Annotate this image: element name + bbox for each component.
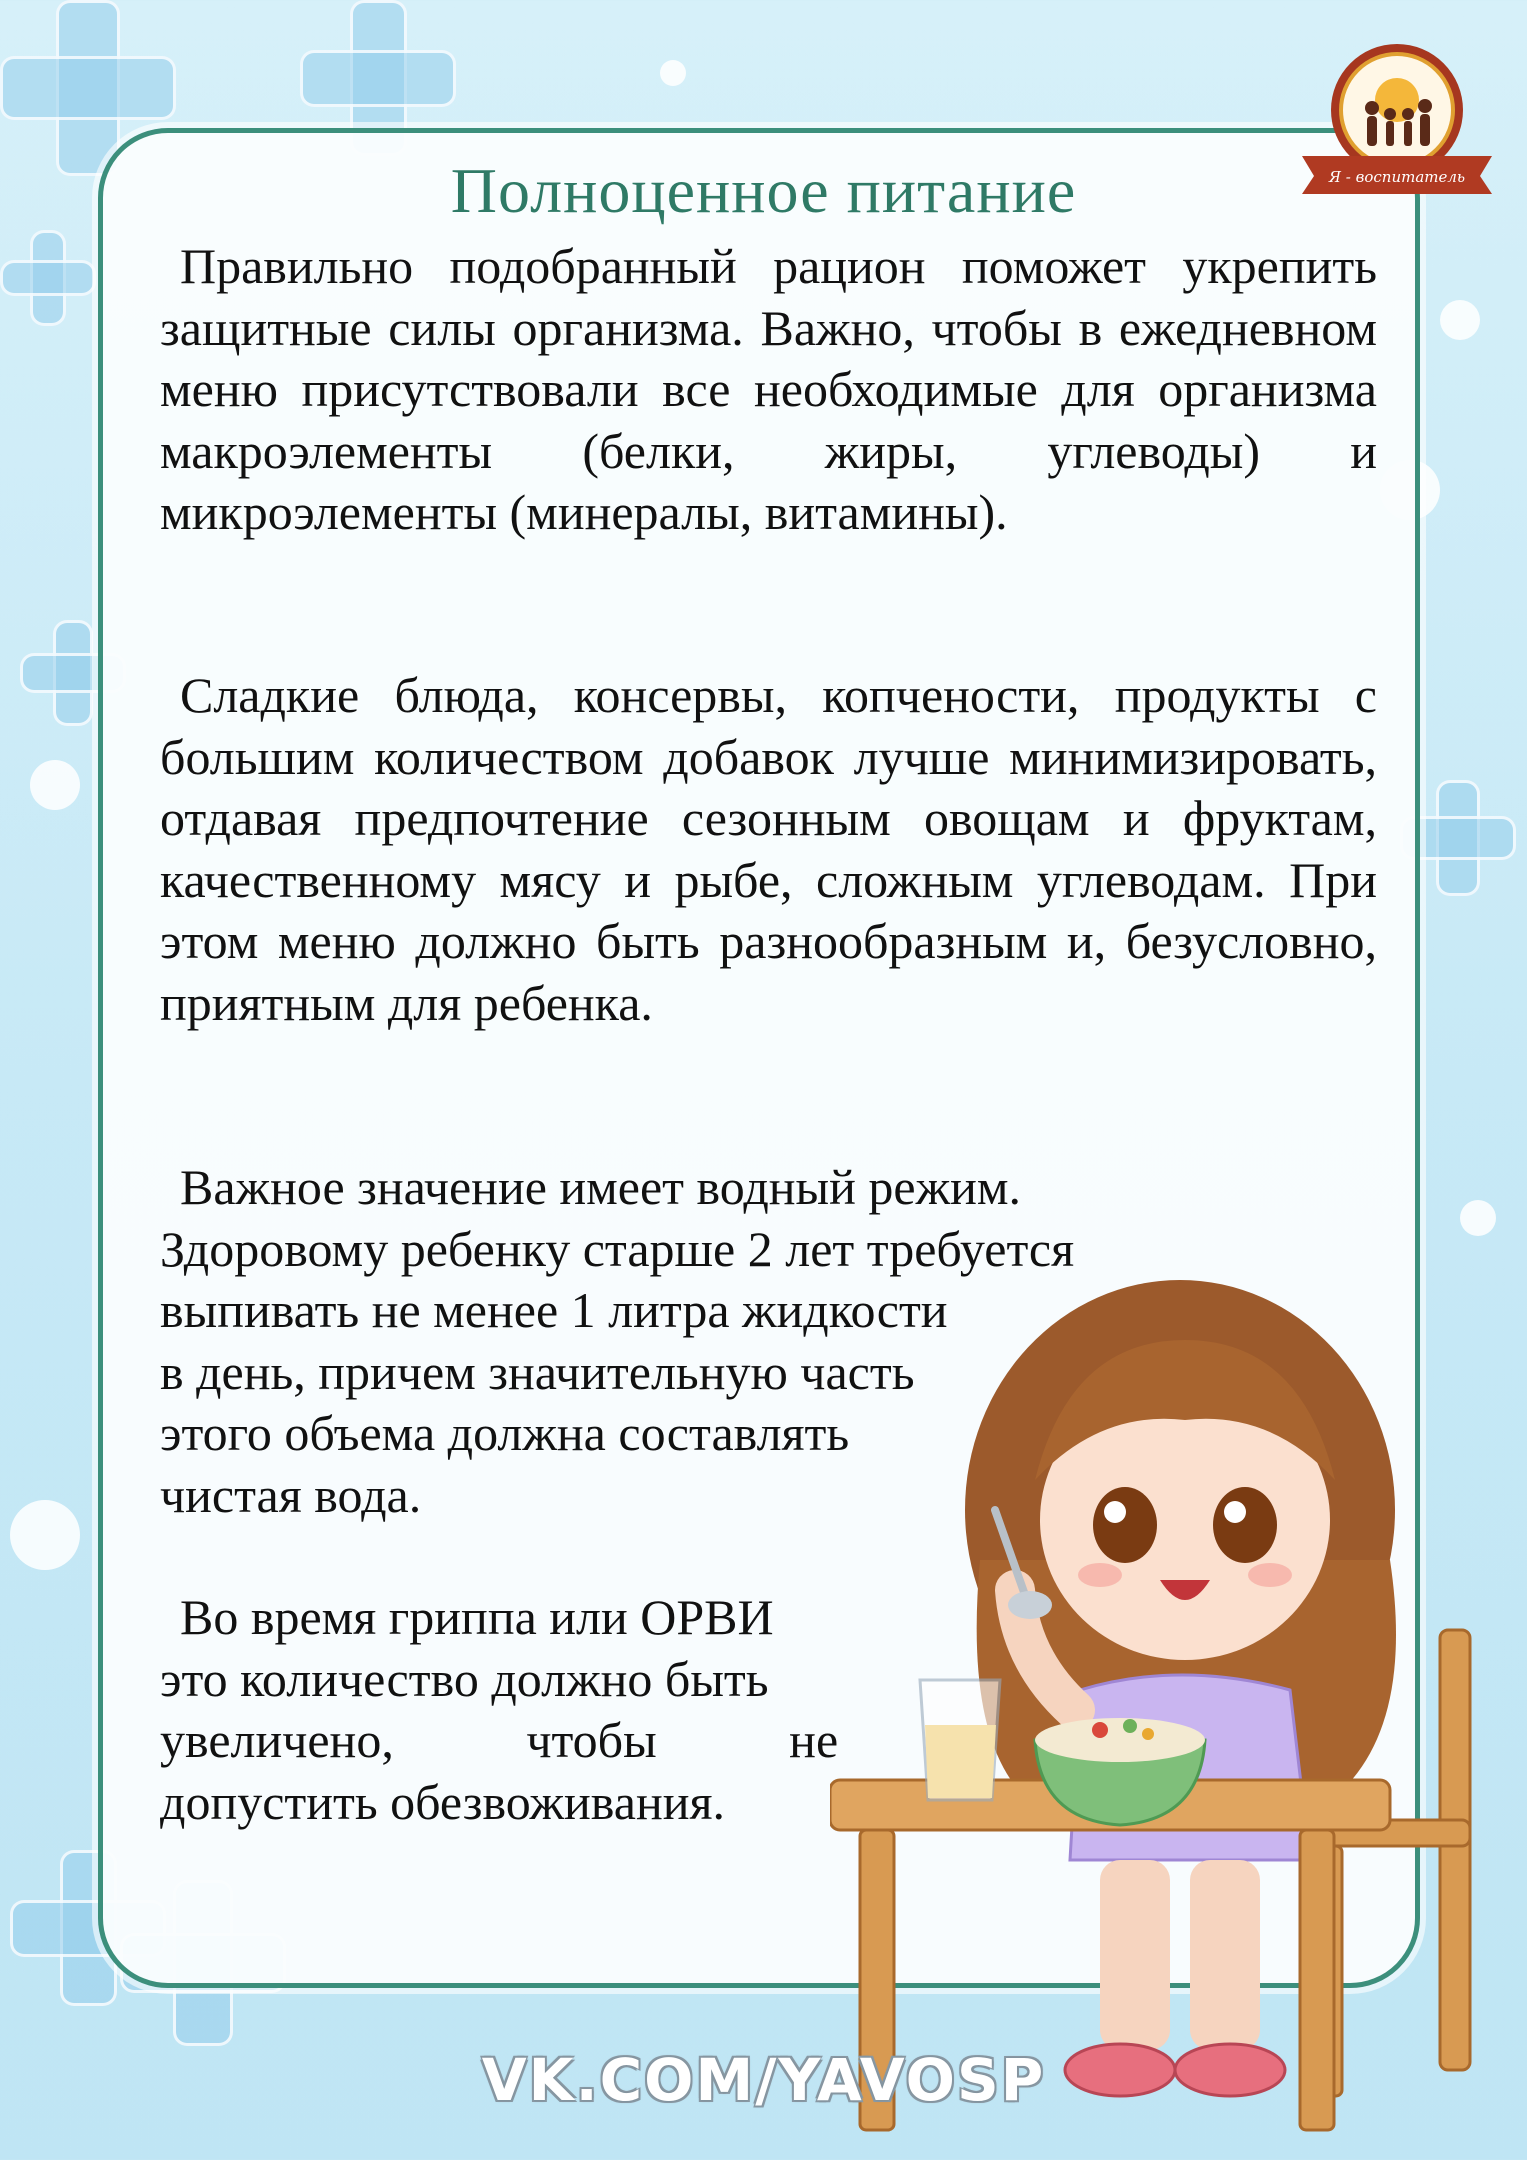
water-line-4: в день, причем значительную часть <box>160 1343 915 1400</box>
illness-line-2: это количество должно быть <box>160 1650 769 1707</box>
svg-text:Я - воспитатель: Я - воспитатель <box>1328 168 1466 186</box>
paragraph-diet: Правильно подобранный рацион поможет укрепить защитные силы организма. Важно, чтобы в ежедневном меню присутствовали все необходимые для организма макроэлементы (белки, жиры, углеводы) и микроэлементы (минералы, витамины). <box>160 238 1377 540</box>
bubble-decoration <box>30 760 80 810</box>
bubble-decoration <box>10 1500 80 1570</box>
page-title: Полноценное питание <box>450 155 1077 226</box>
illness-line-3: увеличено, чтобы не <box>160 1712 839 1768</box>
water-line-1: Важное значение имеет водный режим. <box>180 1159 1022 1215</box>
girl-eating-illustration <box>830 1260 1527 2140</box>
paragraph-illness <box>160 1587 865 1833</box>
water-line-6: чистая вода. <box>160 1466 422 1523</box>
water-line-3: выпивать не менее 1 литра жидкости <box>160 1282 948 1338</box>
illness-line-1: Во время гриппа или ОРВИ <box>180 1589 774 1645</box>
water-line-2: Здоровому ребенку старше 2 лет требуется <box>160 1220 1075 1277</box>
bubble-decoration <box>1460 1200 1496 1236</box>
bubble-decoration <box>660 60 686 86</box>
paragraph-foods: Сладкие блюда, консервы, копчености, продукты с большим количеством добавок лучше минимизировать, отдавая предпочтение сезонным овощам и фруктам, качественному мясу и рыбе, сложным углеводам. При этом меню должно быть разнообразным и, безусловно, приятным для ребенка. <box>160 667 1377 1031</box>
footer-link[interactable]: VK.COM/YAVOSP <box>481 2046 1046 2114</box>
illness-line-4: допустить обезвоживания. <box>160 1773 725 1830</box>
water-line-5: этого объема должна составлять <box>160 1405 850 1461</box>
plus-decoration-icon <box>0 230 90 320</box>
bubble-decoration <box>1440 300 1480 340</box>
